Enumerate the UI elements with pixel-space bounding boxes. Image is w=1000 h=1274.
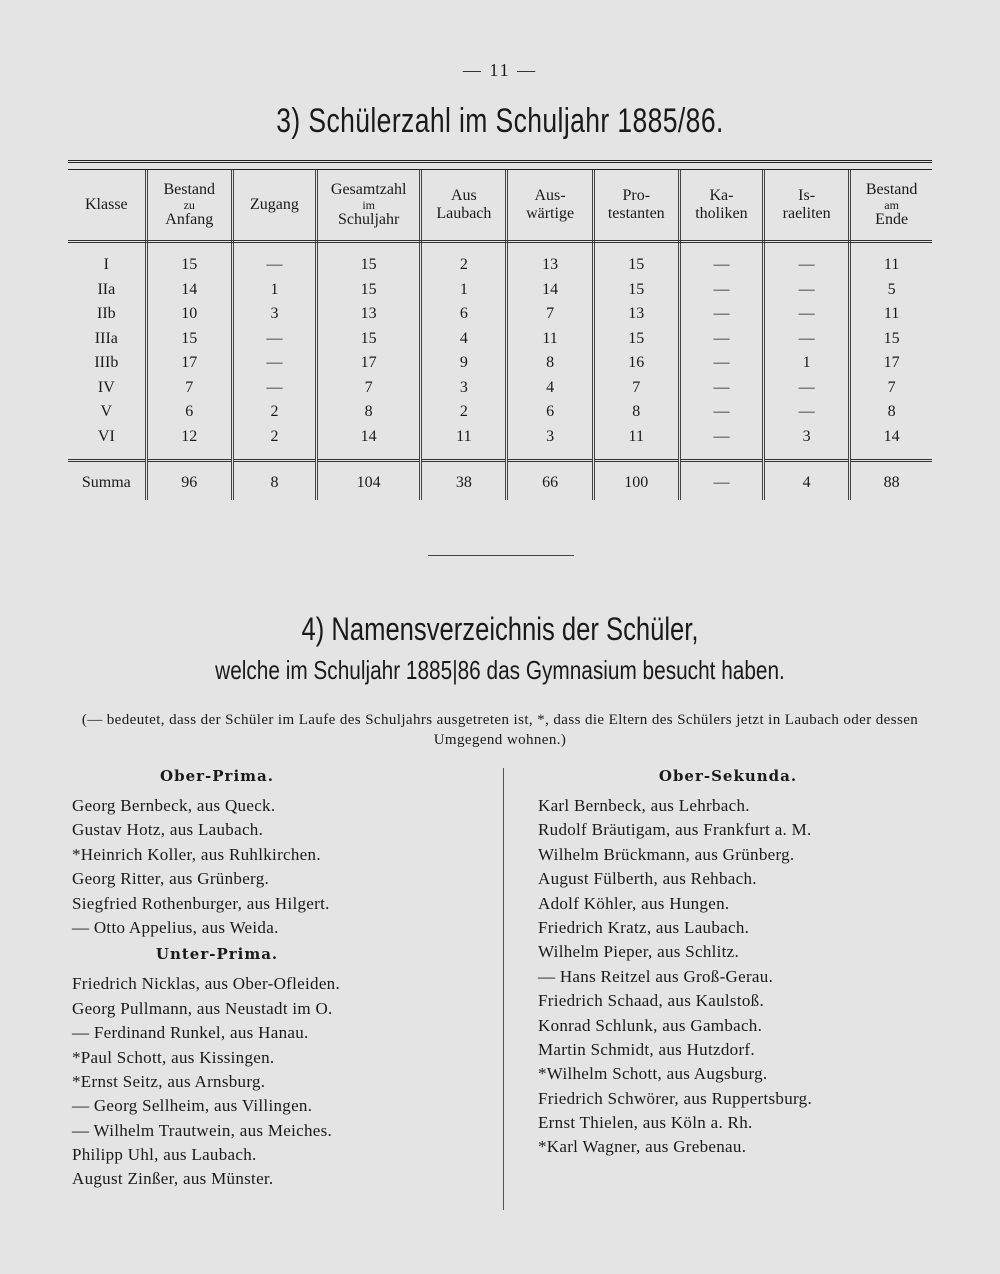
- value-cell: 15: [317, 327, 421, 352]
- value-cell: 15: [593, 278, 679, 303]
- summa-row: [68, 461, 932, 501]
- page-number: — 11 —: [462, 60, 538, 80]
- student-entry: — Ferdinand Runkel, aus Hanau.: [72, 1023, 309, 1043]
- value-cell: 1: [232, 278, 316, 303]
- header-text: Anfang: [165, 211, 214, 228]
- value-cell: 3: [421, 376, 507, 401]
- summa-value: 38: [421, 461, 507, 501]
- header-cell: [593, 170, 679, 242]
- student-entry: Georg Bernbeck, aus Queck.: [72, 796, 276, 815]
- table-row: [68, 278, 932, 303]
- value-cell: 6: [507, 400, 593, 425]
- value-cell: 15: [593, 242, 679, 278]
- value-cell: —: [764, 376, 850, 401]
- value-cell: 7: [317, 376, 421, 401]
- class-cell: I: [68, 242, 146, 278]
- student-entry: Rudolf Bräutigam, aus Frankfurt a. M.: [538, 820, 812, 840]
- header-cell: [679, 170, 763, 242]
- header-text: Bestand: [865, 181, 918, 198]
- value-cell: —: [679, 327, 763, 352]
- ober-prima-title: Ober-Prima.: [160, 767, 274, 785]
- student-entry: Georg Ritter, aus Grünberg.: [72, 869, 270, 889]
- header-text: Zugang: [250, 196, 299, 213]
- value-cell: 15: [317, 242, 421, 278]
- column-separator: [503, 768, 504, 1210]
- value-cell: 3: [764, 425, 850, 461]
- summa-value: 66: [507, 461, 593, 501]
- value-cell: 8: [887, 403, 896, 421]
- value-cell: 14: [883, 427, 900, 445]
- value-cell: 2: [421, 242, 507, 278]
- value-cell: 8: [507, 351, 593, 376]
- table-row: [68, 327, 932, 352]
- value-cell: 13: [593, 302, 679, 327]
- header-text: Schuljahr: [338, 211, 400, 228]
- student-entry: Georg Pullmann, aus Neustadt im O.: [72, 998, 333, 1018]
- stats-table-wrapper: [68, 160, 932, 500]
- value-cell: —: [679, 278, 763, 303]
- class-cell: IIb: [68, 302, 146, 327]
- header-cell: [850, 170, 932, 242]
- value-cell: 15: [317, 278, 421, 303]
- value-cell: 1: [421, 278, 507, 303]
- value-cell: —: [679, 400, 763, 425]
- table-row: [68, 425, 932, 461]
- header-text: am: [884, 198, 899, 212]
- table-body: [68, 242, 932, 501]
- left-column: [72, 764, 482, 1192]
- value-cell: 11: [421, 425, 507, 461]
- value-cell: 11: [593, 425, 679, 461]
- value-cell: 6: [421, 302, 507, 327]
- header-text: Gesamtzahl: [330, 181, 407, 198]
- value-cell: —: [679, 376, 763, 401]
- header-text: Ende: [875, 211, 909, 228]
- value-cell: 9: [421, 351, 507, 376]
- student-entry: Konrad Schlunk, aus Gambach.: [538, 1015, 763, 1035]
- student-entry: Friedrich Schwörer, aus Ruppertsburg.: [538, 1088, 813, 1108]
- header-text: Klasse: [85, 196, 128, 213]
- summa-value: —: [679, 461, 763, 501]
- stats-table: [68, 170, 932, 500]
- value-cell: 2: [421, 400, 507, 425]
- value-cell: 15: [146, 242, 232, 278]
- value-cell: 17: [883, 354, 900, 372]
- student-entry: *Paul Schott, aus Kissingen.: [72, 1047, 275, 1067]
- value-cell: 5: [887, 280, 896, 298]
- summa-value: 96: [146, 461, 232, 501]
- value-cell: 2: [232, 425, 316, 461]
- header-text: Laubach: [436, 205, 492, 222]
- student-entry: — Georg Sellheim, aus Villingen.: [72, 1096, 313, 1116]
- value-cell: —: [232, 351, 316, 376]
- value-cell: 11: [883, 256, 900, 274]
- table-row: [68, 302, 932, 327]
- value-cell: —: [232, 376, 316, 401]
- stats-heading: 3) Schülerzahl im Schuljahr 1885/86.: [276, 102, 724, 140]
- legend-note: (— bedeutet, dass der Schüler im Laufe des Schuljahrs ausgetreten ist, *, dass die Eltern des Schülers jetzt in Laubach oder dessen Umgegend wohnen.): [81, 712, 919, 748]
- names-heading: 4) Namensverzeichnis der Schüler,: [301, 611, 699, 647]
- summa-value: 104: [317, 461, 421, 501]
- value-cell: 15: [146, 327, 232, 352]
- right-column: [538, 764, 948, 1160]
- student-entry: Wilhelm Pieper, aus Schlitz.: [538, 942, 740, 962]
- unter-prima-title: Unter-Prima.: [155, 945, 279, 964]
- value-cell: —: [764, 400, 850, 425]
- student-entry: — Hans Reitzel aus Groß-Gerau.: [538, 966, 774, 986]
- header-text: Aus: [450, 187, 477, 204]
- student-entry: August Zinßer, aus Münster.: [72, 1169, 274, 1189]
- value-cell: 17: [146, 351, 232, 376]
- summa-value: 4: [764, 461, 850, 501]
- summa-value: 8: [232, 461, 316, 501]
- section-divider: [428, 555, 574, 556]
- student-entry: Adolf Köhler, aus Hungen.: [538, 893, 730, 913]
- student-entry: *Karl Wagner, aus Grebenau.: [538, 1137, 747, 1157]
- value-cell: —: [679, 351, 763, 376]
- header-text: zu: [183, 198, 195, 212]
- student-entry: Philipp Uhl, aus Laubach.: [72, 1145, 257, 1165]
- value-cell: 15: [593, 327, 679, 352]
- header-text: testanten: [607, 205, 665, 222]
- value-cell: 3: [507, 425, 593, 461]
- ober-sekunda-list: [538, 794, 948, 1160]
- header-cell: [317, 170, 421, 242]
- header-cell: [68, 170, 146, 242]
- table-row: [68, 242, 932, 278]
- student-entry: August Fülberth, aus Rehbach.: [538, 869, 757, 889]
- value-cell: 17: [317, 351, 421, 376]
- value-cell: 1: [764, 351, 850, 376]
- value-cell: 13: [317, 302, 421, 327]
- header-cell: [146, 170, 232, 242]
- student-entry: — Otto Appelius, aus Weida.: [72, 917, 279, 937]
- value-cell: 14: [146, 278, 232, 303]
- header-text: im: [362, 198, 375, 212]
- header-text: Aus-: [534, 187, 566, 204]
- student-entry: Wilhelm Brückmann, aus Grünberg.: [538, 844, 795, 864]
- value-cell: 11: [507, 327, 593, 352]
- header-text: Ka-: [709, 187, 734, 204]
- ober-prima-list: [72, 794, 482, 940]
- value-cell: 3: [232, 302, 316, 327]
- value-cell: 10: [146, 302, 232, 327]
- value-cell: 4: [507, 376, 593, 401]
- header-text: Is-: [798, 187, 816, 204]
- header-text: Pro-: [622, 187, 651, 204]
- class-cell: IIa: [68, 278, 146, 303]
- class-cell: IV: [68, 376, 146, 401]
- value-cell: —: [232, 327, 316, 352]
- student-entry: *Heinrich Koller, aus Ruhlkirchen.: [72, 844, 321, 864]
- table-row: [68, 351, 932, 376]
- student-entry: Gustav Hotz, aus Laubach.: [72, 820, 264, 840]
- names-subheading: welche im Schuljahr 1885|86 das Gymnasium besucht haben.: [215, 655, 785, 685]
- top-rule: [68, 160, 932, 170]
- header-text: tholiken: [695, 205, 748, 222]
- table-header-row: [68, 170, 932, 242]
- value-cell: 2: [232, 400, 316, 425]
- summa-value: 100: [593, 461, 679, 501]
- table-row: [68, 376, 932, 401]
- value-cell: 13: [507, 242, 593, 278]
- student-entry: Karl Bernbeck, aus Lehrbach.: [538, 796, 750, 815]
- header-text: raeliten: [782, 205, 831, 222]
- value-cell: —: [764, 278, 850, 303]
- header-text: Bestand: [163, 181, 216, 198]
- value-cell: —: [764, 302, 850, 327]
- class-cell: V: [68, 400, 146, 425]
- value-cell: 15: [883, 329, 900, 347]
- value-cell: 6: [146, 400, 232, 425]
- value-cell: 16: [593, 351, 679, 376]
- value-cell: —: [764, 242, 850, 278]
- value-cell: 8: [593, 400, 679, 425]
- header-cell: [764, 170, 850, 242]
- class-cell: IIIb: [68, 351, 146, 376]
- unter-prima-list: [72, 972, 482, 1192]
- table-row: [68, 400, 932, 425]
- summa-label: Summa: [68, 461, 146, 501]
- student-entry: Ernst Thielen, aus Köln a. Rh.: [538, 1113, 753, 1133]
- student-entry: — Wilhelm Trautwein, aus Meiches.: [72, 1120, 333, 1140]
- value-cell: —: [679, 242, 763, 278]
- value-cell: 4: [421, 327, 507, 352]
- value-cell: 7: [146, 376, 232, 401]
- header-cell: [421, 170, 507, 242]
- header-cell: [507, 170, 593, 242]
- value-cell: 11: [883, 305, 900, 323]
- value-cell: —: [232, 242, 316, 278]
- value-cell: 7: [507, 302, 593, 327]
- student-entry: Martin Schmidt, aus Hutzdorf.: [538, 1039, 755, 1059]
- value-cell: 12: [146, 425, 232, 461]
- value-cell: 7: [593, 376, 679, 401]
- value-cell: —: [679, 425, 763, 461]
- value-cell: 7: [887, 378, 896, 396]
- student-entry: Friedrich Kratz, aus Laubach.: [538, 917, 750, 937]
- header-text: wärtige: [526, 205, 575, 222]
- summa-value: 88: [850, 461, 932, 501]
- value-cell: —: [679, 302, 763, 327]
- class-cell: VI: [68, 425, 146, 461]
- value-cell: —: [764, 327, 850, 352]
- class-cell: IIIa: [68, 327, 146, 352]
- value-cell: 14: [507, 278, 593, 303]
- value-cell: 14: [317, 425, 421, 461]
- value-cell: 8: [317, 400, 421, 425]
- student-entry: Siegfried Rothenburger, aus Hilgert.: [72, 893, 330, 913]
- student-entry: Friedrich Nicklas, aus Ober-Ofleiden.: [72, 974, 341, 994]
- ober-sekunda-title: Ober-Sekunda.: [658, 767, 798, 785]
- student-entry: *Ernst Seitz, aus Arnsburg.: [72, 1071, 266, 1091]
- student-entry: *Wilhelm Schott, aus Augsburg.: [538, 1064, 768, 1084]
- student-entry: Friedrich Schaad, aus Kaulstoß.: [538, 991, 764, 1011]
- header-cell: [232, 170, 316, 242]
